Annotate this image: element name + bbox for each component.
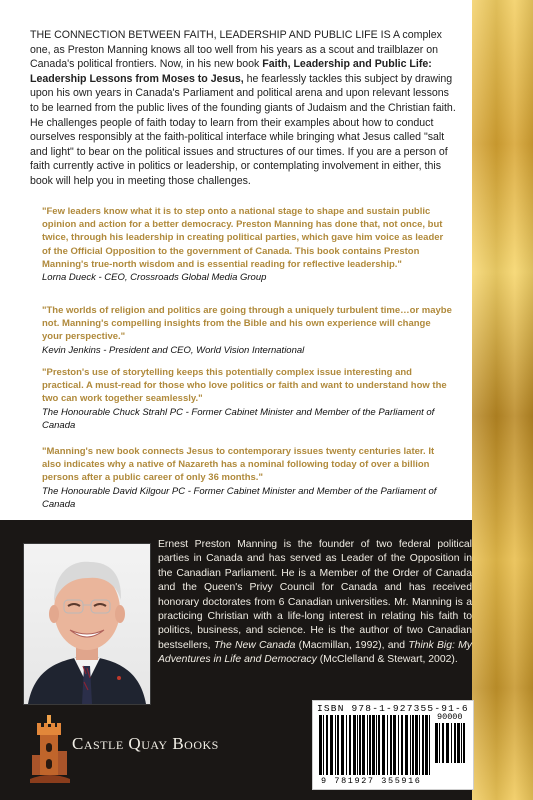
barcode-bar [405, 715, 408, 775]
barcode-bar [446, 723, 449, 763]
endorsement-attribution: The Honourable Chuck Strahl PC - Former Cabinet Minister and Member of the Parliament of Canada [42, 406, 435, 431]
description-text-2: he fearlessly tackles this subject by drawing upon his own years in Canada's Parliament and political arena and upon relevant lessons to be learned from the public lives of the founding giants of Judaism and the Christian faith. He challenges people of faith today to learn from their examples about how to conduct ourselves responsibly at the faith-political interface while bringing what Jesus called "salt and light" to bear on the political issues and structures of our times. If you are a person of faith currently active in politics or leadership, or contemplating involvement in either, this book will help you in meeting those challenges. [30, 72, 456, 187]
barcode-bar [435, 723, 438, 763]
barcode-bar [463, 723, 465, 763]
publisher-logo [28, 713, 258, 783]
endorsement-attribution: The Honourable David Kilgour PC - Former Cabinet Minister and Member of the Parliament of Canada [42, 485, 437, 510]
publisher-name: Castle Quay Books [72, 734, 219, 753]
barcode-bar [362, 715, 365, 775]
barcode-bar [387, 715, 388, 775]
barcode-bar [451, 723, 452, 763]
barcode-bar [390, 715, 392, 775]
barcode-bar [349, 715, 351, 775]
barcode-bar [378, 715, 380, 775]
endorsement-quote: "Few leaders know what it is to step onto a national stage to shape and sustain public opinion and action for a better democracy. Preston Manning has done that, not once, but twice, through his leadership in creating political parties, which gave him voice as leader of the Official Opposition to the government of Canada. This book contains Preston Manning's true-north wisdom and is essential reading for reflective leadership." [42, 206, 444, 270]
bio-text-1: Ernest Preston Manning is the founder of two federal political parties in Canada and has served as Leader of the Opposition in the Canadian Parliament. He is a Member of the Order of Canada and the Queen's Privy Council for Canada and has received honorary doctorates from 6 Canadian universities. Mr. Manning is a practicing Christian with a life-long interest in relating his faith to politics, business, and science. He is the author of two Canadian bestsellers, [158, 539, 472, 651]
barcode-bar [335, 715, 336, 775]
barcode-bar [457, 723, 460, 763]
barcode-bar [372, 715, 375, 775]
barcode-bars [319, 715, 433, 775]
author-portrait-illustration [24, 544, 150, 704]
barcode-bar [346, 715, 347, 775]
barcode-bar [439, 723, 440, 763]
barcode-bar [442, 723, 444, 763]
endorsement [42, 366, 452, 432]
barcode-bar [330, 715, 333, 775]
barcode-bar [425, 715, 428, 775]
author-bio [158, 538, 472, 668]
barcode-bar [382, 715, 385, 775]
barcode-bar [326, 715, 328, 775]
endorsement [42, 445, 452, 511]
barcode-bar [429, 715, 430, 775]
endorsement-quote: "Manning's new book connects Jesus to contemporary issues twenty centuries later. It also indicates why a native of Nazareth has a nominal following today of over a billion persons after a public career of only 36 months." [42, 446, 435, 484]
book-description [30, 28, 458, 189]
barcode-bar [412, 715, 414, 775]
endorsement [42, 205, 452, 284]
endorsement-attribution: Kevin Jenkins - President and CEO, World Vision International [42, 344, 305, 356]
barcode-bar [353, 715, 356, 775]
price-barcode-bars [435, 723, 469, 763]
endorsement-quote: "The worlds of religion and politics are going through a uniquely turbulent time…or maybe not. Manning's compelling insights from the Bible and his own experience will change your perspective." [42, 305, 452, 343]
endorsement-attribution: Lorna Dueck - CEO, Crossroads Global Media Group [42, 272, 267, 284]
bio-text-3: (McClelland & Stewart, 2002). [316, 654, 458, 666]
barcode-bar [398, 715, 399, 775]
endorsement [42, 304, 452, 357]
isbn-label: ISBN 978-1-927355-91-6 [317, 703, 469, 714]
bio-text-2: (Macmillan, 1992), and [295, 639, 409, 651]
gold-foil-edge [472, 0, 533, 800]
price-code: 90000 [437, 712, 463, 722]
endorsement-quote: "Preston's use of storytelling keeps this potentially complex issue interesting and practical. A must-read for those who love politics or faith and want to understand how the two can work together seamlessly." [42, 367, 447, 405]
barcode-bar [323, 715, 324, 775]
barcode-bar [367, 715, 368, 775]
barcode-bar [319, 715, 322, 775]
barcode-bar [419, 715, 420, 775]
barcode-bar [393, 715, 396, 775]
barcode-digits: 9 781927 355916 [321, 776, 422, 786]
description-text-1: THE CONNECTION BETWEEN FAITH, LEADERSHIP AND PUBLIC LIFE IS A complex one, as Preston Manning knows all too well from his years as a scout and trailblazer on Canada's political frontiers. Now, in his new book [30, 29, 442, 71]
barcode-bar [461, 723, 462, 763]
barcode-bar [341, 715, 344, 775]
barcode-bar [454, 723, 456, 763]
barcode-bar [359, 715, 361, 775]
castle-tower-icon [28, 713, 72, 783]
barcode-bar [415, 715, 418, 775]
author-photo [23, 543, 151, 705]
barcode-bar [357, 715, 358, 775]
book-title: Faith, Leadership and Public Life: Leadership Lessons from Moses to Jesus, [30, 58, 432, 85]
barcode-bar [401, 715, 403, 775]
barcode-bar [410, 715, 411, 775]
barcode-bar [369, 715, 371, 775]
bio-book-2: Think Big: My Adventures in Life and Democracy [158, 639, 472, 666]
bio-book-1: The New Canada [213, 639, 296, 651]
barcode-bar [376, 715, 377, 775]
barcode-bar [422, 715, 424, 775]
isbn-barcode [312, 700, 474, 790]
barcode-bar [337, 715, 339, 775]
